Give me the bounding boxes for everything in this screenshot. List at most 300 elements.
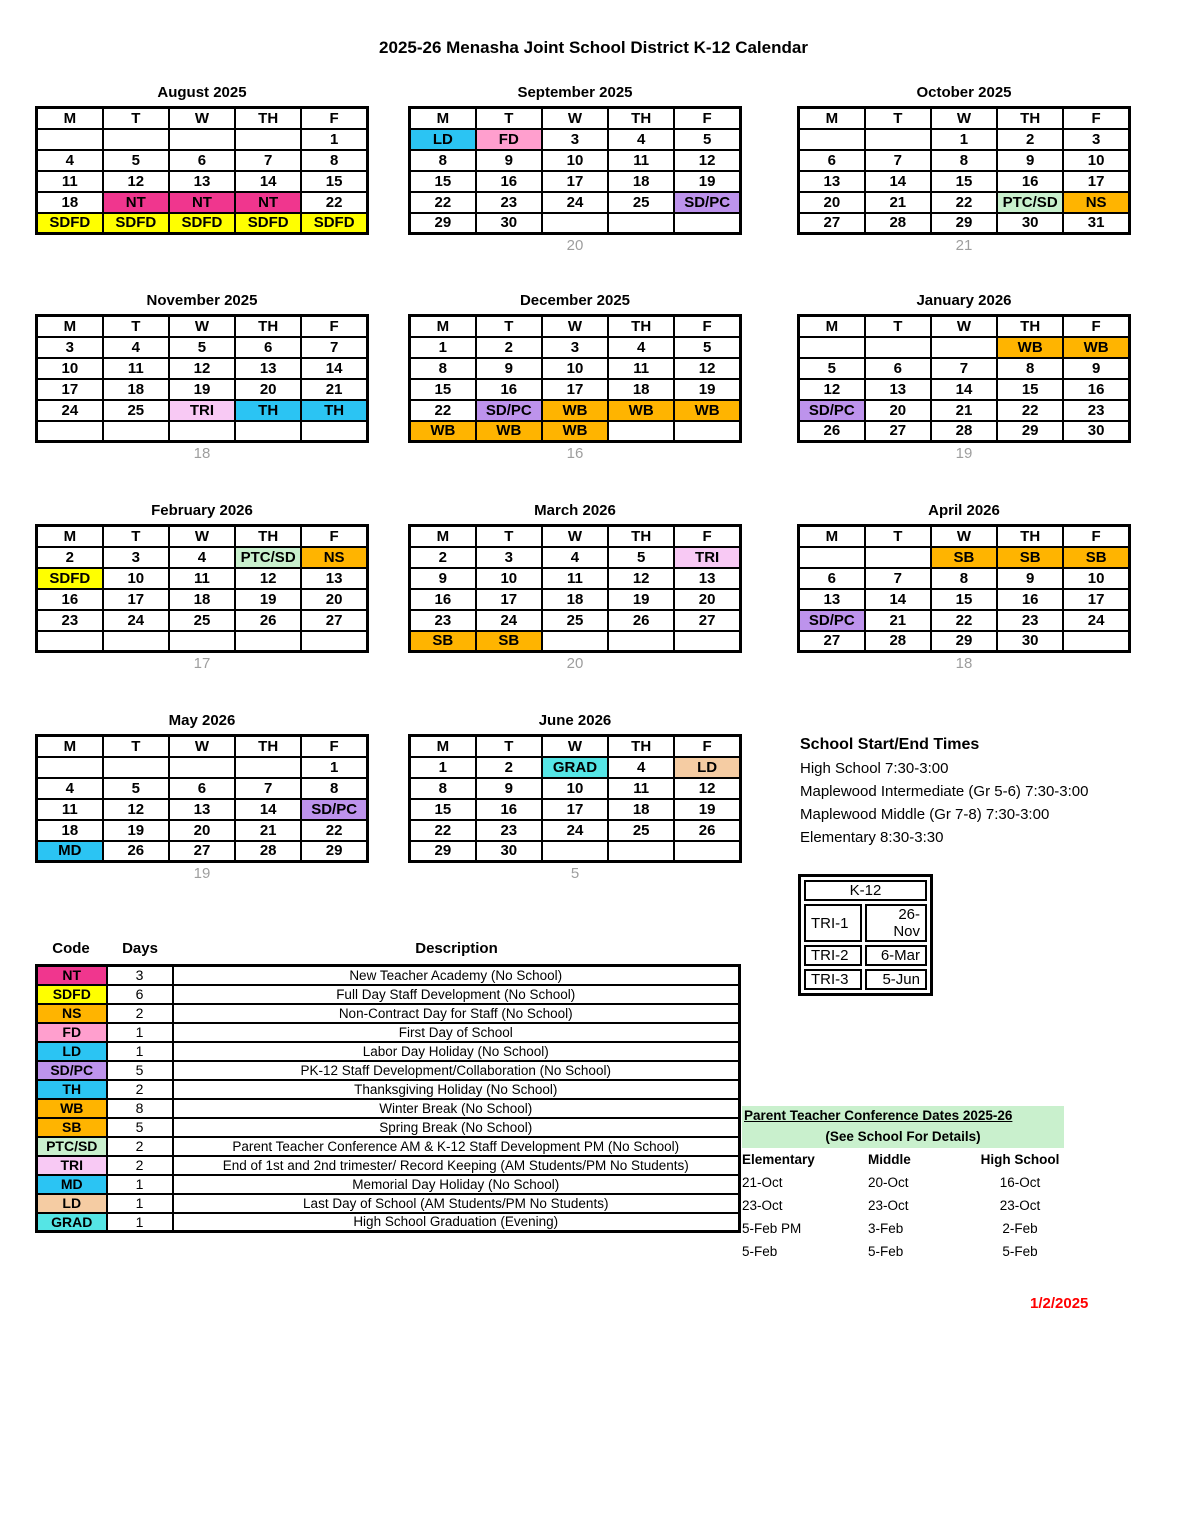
legend-row xyxy=(37,1080,740,1099)
day-cell: 9 xyxy=(476,358,542,379)
day-cell: 18 xyxy=(608,799,674,820)
month-calendar-november-2025 xyxy=(35,292,369,462)
week-row xyxy=(799,358,1130,379)
month-title: March 2026 xyxy=(534,502,616,519)
day-cell: 5 xyxy=(169,337,235,358)
legend-days: 1 xyxy=(107,1023,173,1042)
day-header: W xyxy=(931,526,997,547)
empty-cell xyxy=(608,421,674,442)
day-cell: 30 xyxy=(476,213,542,234)
month-title: February 2026 xyxy=(151,502,253,519)
legend-row xyxy=(37,1118,740,1137)
week-row xyxy=(37,400,368,421)
week-row xyxy=(37,799,368,820)
legend-description: Parent Teacher Conference AM & K-12 Staff Development PM (No School) xyxy=(173,1137,740,1156)
day-header: TH xyxy=(235,526,301,547)
day-cell: 11 xyxy=(608,358,674,379)
trimester-table-wrap xyxy=(798,874,933,996)
day-cell: 5 xyxy=(103,778,169,799)
event-cell: NT xyxy=(103,192,169,213)
legend-row xyxy=(37,985,740,1004)
day-cell: 24 xyxy=(1063,610,1129,631)
empty-cell xyxy=(169,421,235,442)
day-cell: 21 xyxy=(235,820,301,841)
day-header: W xyxy=(542,526,608,547)
event-cell: SD/PC xyxy=(674,192,740,213)
day-header: M xyxy=(799,526,865,547)
day-cell: 27 xyxy=(799,213,865,234)
month-table xyxy=(797,106,1131,235)
legend-code-badge: PTC/SD xyxy=(37,1137,107,1156)
legend-row xyxy=(37,1061,740,1080)
day-header: W xyxy=(542,316,608,337)
month-day-count: 5 xyxy=(570,865,580,882)
legend-description: New Teacher Academy (No School) xyxy=(173,966,740,985)
day-cell: 22 xyxy=(997,400,1063,421)
legend-description: PK-12 Staff Development/Collaboration (No School) xyxy=(173,1061,740,1080)
week-row xyxy=(410,547,741,568)
day-cell: 11 xyxy=(608,150,674,171)
ptc-column-header: Middle xyxy=(868,1152,911,1167)
day-cell: 8 xyxy=(410,150,476,171)
event-cell: SB xyxy=(1063,547,1129,568)
week-row xyxy=(410,192,741,213)
trimester-label: TRI-3 xyxy=(804,969,862,990)
school-times-lines xyxy=(800,757,1185,849)
day-cell: 29 xyxy=(410,841,476,862)
month-calendar-may-2026 xyxy=(35,712,369,882)
month-day-count: 20 xyxy=(566,655,584,672)
week-row xyxy=(410,568,741,589)
legend-row xyxy=(37,1042,740,1061)
day-header: T xyxy=(865,108,931,129)
day-cell: 10 xyxy=(1063,568,1129,589)
day-cell: 11 xyxy=(608,778,674,799)
week-row xyxy=(410,171,741,192)
month-table xyxy=(35,734,369,863)
event-cell: SDFD xyxy=(235,213,301,234)
day-cell: 15 xyxy=(410,171,476,192)
month-day-count: 18 xyxy=(955,655,973,672)
day-cell: 10 xyxy=(542,358,608,379)
day-cell: 7 xyxy=(301,337,367,358)
day-cell: 12 xyxy=(103,171,169,192)
legend-row xyxy=(37,1156,740,1175)
day-cell: 27 xyxy=(169,841,235,862)
month-day-count: 20 xyxy=(566,237,584,254)
day-header: T xyxy=(103,108,169,129)
day-cell: 16 xyxy=(37,589,103,610)
event-cell: FD xyxy=(476,129,542,150)
day-cell: 20 xyxy=(169,820,235,841)
event-cell: SB xyxy=(931,547,997,568)
day-cell: 6 xyxy=(865,358,931,379)
week-row xyxy=(799,337,1130,358)
trimester-date: 6-Mar xyxy=(865,945,927,966)
week-row xyxy=(799,213,1130,234)
legend-header-code: Code xyxy=(52,940,90,957)
day-cell: 26 xyxy=(103,841,169,862)
school-times-block xyxy=(800,736,1185,849)
day-header: TH xyxy=(235,108,301,129)
event-cell: WB xyxy=(1063,337,1129,358)
legend-headers xyxy=(35,940,741,964)
month-title: December 2025 xyxy=(519,292,631,309)
day-cell: 12 xyxy=(169,358,235,379)
day-header: W xyxy=(169,108,235,129)
empty-cell xyxy=(37,757,103,778)
day-header: F xyxy=(301,526,367,547)
event-cell: SDFD xyxy=(37,568,103,589)
day-cell: 12 xyxy=(674,150,740,171)
day-cell: 14 xyxy=(865,171,931,192)
month-table xyxy=(797,524,1131,653)
empty-cell xyxy=(169,129,235,150)
school-times-heading: School Start/End Times xyxy=(800,736,980,753)
legend-days: 1 xyxy=(107,1042,173,1061)
day-cell: 1 xyxy=(410,757,476,778)
day-cell: 27 xyxy=(674,610,740,631)
week-row xyxy=(410,631,741,652)
month-calendar-october-2025 xyxy=(797,84,1131,254)
trimester-table xyxy=(798,874,933,996)
day-cell: 24 xyxy=(476,610,542,631)
week-row xyxy=(799,610,1130,631)
day-cell: 28 xyxy=(931,421,997,442)
day-cell: 3 xyxy=(37,337,103,358)
day-header: W xyxy=(169,526,235,547)
day-cell: 6 xyxy=(799,150,865,171)
empty-cell xyxy=(103,129,169,150)
event-cell: SD/PC xyxy=(476,400,542,421)
legend-description: First Day of School xyxy=(173,1023,740,1042)
day-header-row xyxy=(410,526,741,547)
day-cell: 28 xyxy=(235,841,301,862)
week-row xyxy=(799,150,1130,171)
day-cell: 5 xyxy=(674,129,740,150)
event-cell: PTC/SD xyxy=(997,192,1063,213)
school-times-line: Maplewood Middle (Gr 7-8) 7:30-3:00 xyxy=(800,806,1050,823)
day-header-row xyxy=(799,316,1130,337)
empty-cell xyxy=(301,631,367,652)
day-cell: 15 xyxy=(931,171,997,192)
ptc-column xyxy=(976,1152,1064,1267)
legend-days: 5 xyxy=(107,1118,173,1137)
week-row xyxy=(799,129,1130,150)
day-cell: 15 xyxy=(997,379,1063,400)
day-cell: 15 xyxy=(410,799,476,820)
day-cell: 18 xyxy=(169,589,235,610)
event-cell: PTC/SD xyxy=(235,547,301,568)
day-cell: 17 xyxy=(542,379,608,400)
event-cell: TRI xyxy=(169,400,235,421)
legend-description: Non-Contract Day for Staff (No School) xyxy=(173,1004,740,1023)
day-cell: 17 xyxy=(476,589,542,610)
trimester-row xyxy=(804,904,927,942)
day-cell: 3 xyxy=(542,129,608,150)
day-cell: 26 xyxy=(799,421,865,442)
event-cell: TRI xyxy=(674,547,740,568)
empty-cell xyxy=(608,631,674,652)
day-cell: 16 xyxy=(476,171,542,192)
day-header: F xyxy=(301,736,367,757)
day-header: W xyxy=(931,316,997,337)
day-cell: 8 xyxy=(931,568,997,589)
month-table xyxy=(408,314,742,443)
day-cell: 14 xyxy=(235,171,301,192)
event-cell: WB xyxy=(674,400,740,421)
week-row xyxy=(410,358,741,379)
day-cell: 22 xyxy=(410,820,476,841)
legend-description: Full Day Staff Development (No School) xyxy=(173,985,740,1004)
day-cell: 15 xyxy=(301,171,367,192)
month-day-count: 21 xyxy=(955,237,973,254)
event-cell: SD/PC xyxy=(799,610,865,631)
legend-description: Winter Break (No School) xyxy=(173,1099,740,1118)
trimester-label: TRI-1 xyxy=(804,904,862,942)
day-header: M xyxy=(37,108,103,129)
day-header: M xyxy=(410,108,476,129)
event-cell: WB xyxy=(542,421,608,442)
day-cell: 13 xyxy=(301,568,367,589)
month-calendar-august-2025 xyxy=(35,84,369,237)
day-cell: 17 xyxy=(103,589,169,610)
day-cell: 11 xyxy=(37,171,103,192)
event-cell: SB xyxy=(476,631,542,652)
revision-date: 1/2/2025 xyxy=(1030,1295,1089,1312)
day-cell: 17 xyxy=(1063,589,1129,610)
legend-description: Last Day of School (AM Students/PM No Students) xyxy=(173,1194,740,1213)
day-cell: 1 xyxy=(931,129,997,150)
day-cell: 22 xyxy=(931,610,997,631)
month-title: April 2026 xyxy=(928,502,1000,519)
empty-cell xyxy=(865,547,931,568)
week-row xyxy=(37,171,368,192)
week-row xyxy=(799,192,1130,213)
day-cell: 30 xyxy=(476,841,542,862)
legend-code-badge: FD xyxy=(37,1023,107,1042)
day-header-row xyxy=(37,736,368,757)
ptc-column xyxy=(742,1152,868,1267)
month-table xyxy=(35,106,369,235)
day-header: T xyxy=(476,316,542,337)
month-day-count: 19 xyxy=(193,865,211,882)
day-cell: 23 xyxy=(37,610,103,631)
day-cell: 12 xyxy=(674,778,740,799)
day-cell: 18 xyxy=(542,589,608,610)
day-cell: 10 xyxy=(103,568,169,589)
event-cell: WB xyxy=(997,337,1063,358)
week-row xyxy=(799,421,1130,442)
ptc-subtitle: (See School For Details) xyxy=(825,1129,981,1144)
trimester-date: 5-Jun xyxy=(865,969,927,990)
day-cell: 16 xyxy=(410,589,476,610)
day-cell: 19 xyxy=(235,589,301,610)
day-cell: 21 xyxy=(865,192,931,213)
day-cell: 16 xyxy=(476,799,542,820)
empty-cell xyxy=(103,757,169,778)
day-cell: 14 xyxy=(931,379,997,400)
week-row xyxy=(37,820,368,841)
month-table xyxy=(797,314,1131,443)
day-cell: 5 xyxy=(103,150,169,171)
week-row xyxy=(37,150,368,171)
month-calendar-april-2026 xyxy=(797,502,1131,672)
day-cell: 7 xyxy=(865,568,931,589)
legend-row xyxy=(37,1194,740,1213)
day-cell: 31 xyxy=(1063,213,1129,234)
week-row xyxy=(410,589,741,610)
legend-code-badge: SDFD xyxy=(37,985,107,1004)
day-cell: 18 xyxy=(103,379,169,400)
day-header: F xyxy=(301,108,367,129)
day-cell: 20 xyxy=(235,379,301,400)
day-header-row xyxy=(410,108,741,129)
month-calendar-september-2025 xyxy=(408,84,742,254)
day-header: M xyxy=(410,736,476,757)
event-cell: WB xyxy=(476,421,542,442)
week-row xyxy=(799,568,1130,589)
event-cell: GRAD xyxy=(542,757,608,778)
month-table xyxy=(408,524,742,653)
empty-cell xyxy=(235,129,301,150)
day-cell: 14 xyxy=(865,589,931,610)
legend-code-badge: MD xyxy=(37,1175,107,1194)
day-header: TH xyxy=(235,736,301,757)
day-cell: 25 xyxy=(542,610,608,631)
event-cell: NS xyxy=(301,547,367,568)
empty-cell xyxy=(235,631,301,652)
day-header: T xyxy=(865,526,931,547)
ptc-date: 5-Feb PM xyxy=(742,1221,802,1236)
week-row xyxy=(410,820,741,841)
week-row xyxy=(410,129,741,150)
day-cell: 3 xyxy=(542,337,608,358)
day-cell: 23 xyxy=(476,820,542,841)
legend-row xyxy=(37,1099,740,1118)
week-row xyxy=(37,547,368,568)
day-cell: 30 xyxy=(997,213,1063,234)
week-row xyxy=(37,589,368,610)
day-cell: 3 xyxy=(1063,129,1129,150)
empty-cell xyxy=(235,421,301,442)
day-cell: 25 xyxy=(103,400,169,421)
event-cell: SD/PC xyxy=(799,400,865,421)
day-cell: 28 xyxy=(865,631,931,652)
event-cell: LD xyxy=(410,129,476,150)
day-cell: 13 xyxy=(799,171,865,192)
month-day-count: 18 xyxy=(193,445,211,462)
day-cell: 10 xyxy=(476,568,542,589)
day-cell: 26 xyxy=(235,610,301,631)
day-header: T xyxy=(476,108,542,129)
day-header-row xyxy=(37,108,368,129)
day-cell: 1 xyxy=(301,757,367,778)
day-cell: 15 xyxy=(410,379,476,400)
day-header-row xyxy=(410,736,741,757)
event-cell: NT xyxy=(235,192,301,213)
day-cell: 22 xyxy=(301,192,367,213)
week-row xyxy=(37,631,368,652)
day-cell: 18 xyxy=(608,171,674,192)
day-header: F xyxy=(1063,108,1129,129)
week-row xyxy=(410,841,741,862)
month-day-count: 16 xyxy=(566,445,584,462)
day-cell: 16 xyxy=(997,171,1063,192)
empty-cell xyxy=(931,337,997,358)
week-row xyxy=(410,400,741,421)
day-cell: 24 xyxy=(542,820,608,841)
day-cell: 20 xyxy=(301,589,367,610)
legend-description: Memorial Day Holiday (No School) xyxy=(173,1175,740,1194)
empty-cell xyxy=(608,213,674,234)
month-title: May 2026 xyxy=(168,712,236,729)
week-row xyxy=(410,213,741,234)
day-header: W xyxy=(542,736,608,757)
trimester-date: 26-Nov xyxy=(865,904,927,942)
day-cell: 5 xyxy=(608,547,674,568)
day-cell: 23 xyxy=(997,610,1063,631)
day-cell: 6 xyxy=(169,778,235,799)
day-cell: 16 xyxy=(997,589,1063,610)
empty-cell xyxy=(799,547,865,568)
week-row xyxy=(37,337,368,358)
event-cell: WB xyxy=(608,400,674,421)
day-cell: 6 xyxy=(799,568,865,589)
legend-code-badge: LD xyxy=(37,1042,107,1061)
day-cell: 22 xyxy=(410,400,476,421)
day-cell: 13 xyxy=(865,379,931,400)
day-cell: 8 xyxy=(301,150,367,171)
day-cell: 2 xyxy=(997,129,1063,150)
event-cell: NS xyxy=(1063,192,1129,213)
day-cell: 30 xyxy=(997,631,1063,652)
day-cell: 4 xyxy=(608,757,674,778)
day-cell: 19 xyxy=(169,379,235,400)
empty-cell xyxy=(542,631,608,652)
day-cell: 5 xyxy=(799,358,865,379)
legend-code-badge: SD/PC xyxy=(37,1061,107,1080)
day-cell: 13 xyxy=(169,171,235,192)
week-row xyxy=(37,129,368,150)
day-cell: 19 xyxy=(674,171,740,192)
legend-days: 1 xyxy=(107,1213,173,1232)
month-title: September 2025 xyxy=(517,84,633,101)
day-cell: 18 xyxy=(37,820,103,841)
day-header: TH xyxy=(608,736,674,757)
day-cell: 5 xyxy=(674,337,740,358)
day-cell: 10 xyxy=(542,778,608,799)
week-row xyxy=(37,757,368,778)
day-cell: 19 xyxy=(674,799,740,820)
empty-cell xyxy=(103,421,169,442)
month-table xyxy=(35,524,369,653)
month-table xyxy=(408,106,742,235)
day-cell: 9 xyxy=(1063,358,1129,379)
day-header: W xyxy=(931,108,997,129)
day-header: M xyxy=(410,316,476,337)
empty-cell xyxy=(799,337,865,358)
week-row xyxy=(37,610,368,631)
day-cell: 4 xyxy=(608,129,674,150)
day-cell: 4 xyxy=(37,150,103,171)
week-row xyxy=(410,778,741,799)
week-row xyxy=(410,150,741,171)
event-cell: SDFD xyxy=(37,213,103,234)
ptc-date: 3-Feb xyxy=(868,1221,904,1236)
day-header: W xyxy=(169,316,235,337)
day-cell: 12 xyxy=(799,379,865,400)
